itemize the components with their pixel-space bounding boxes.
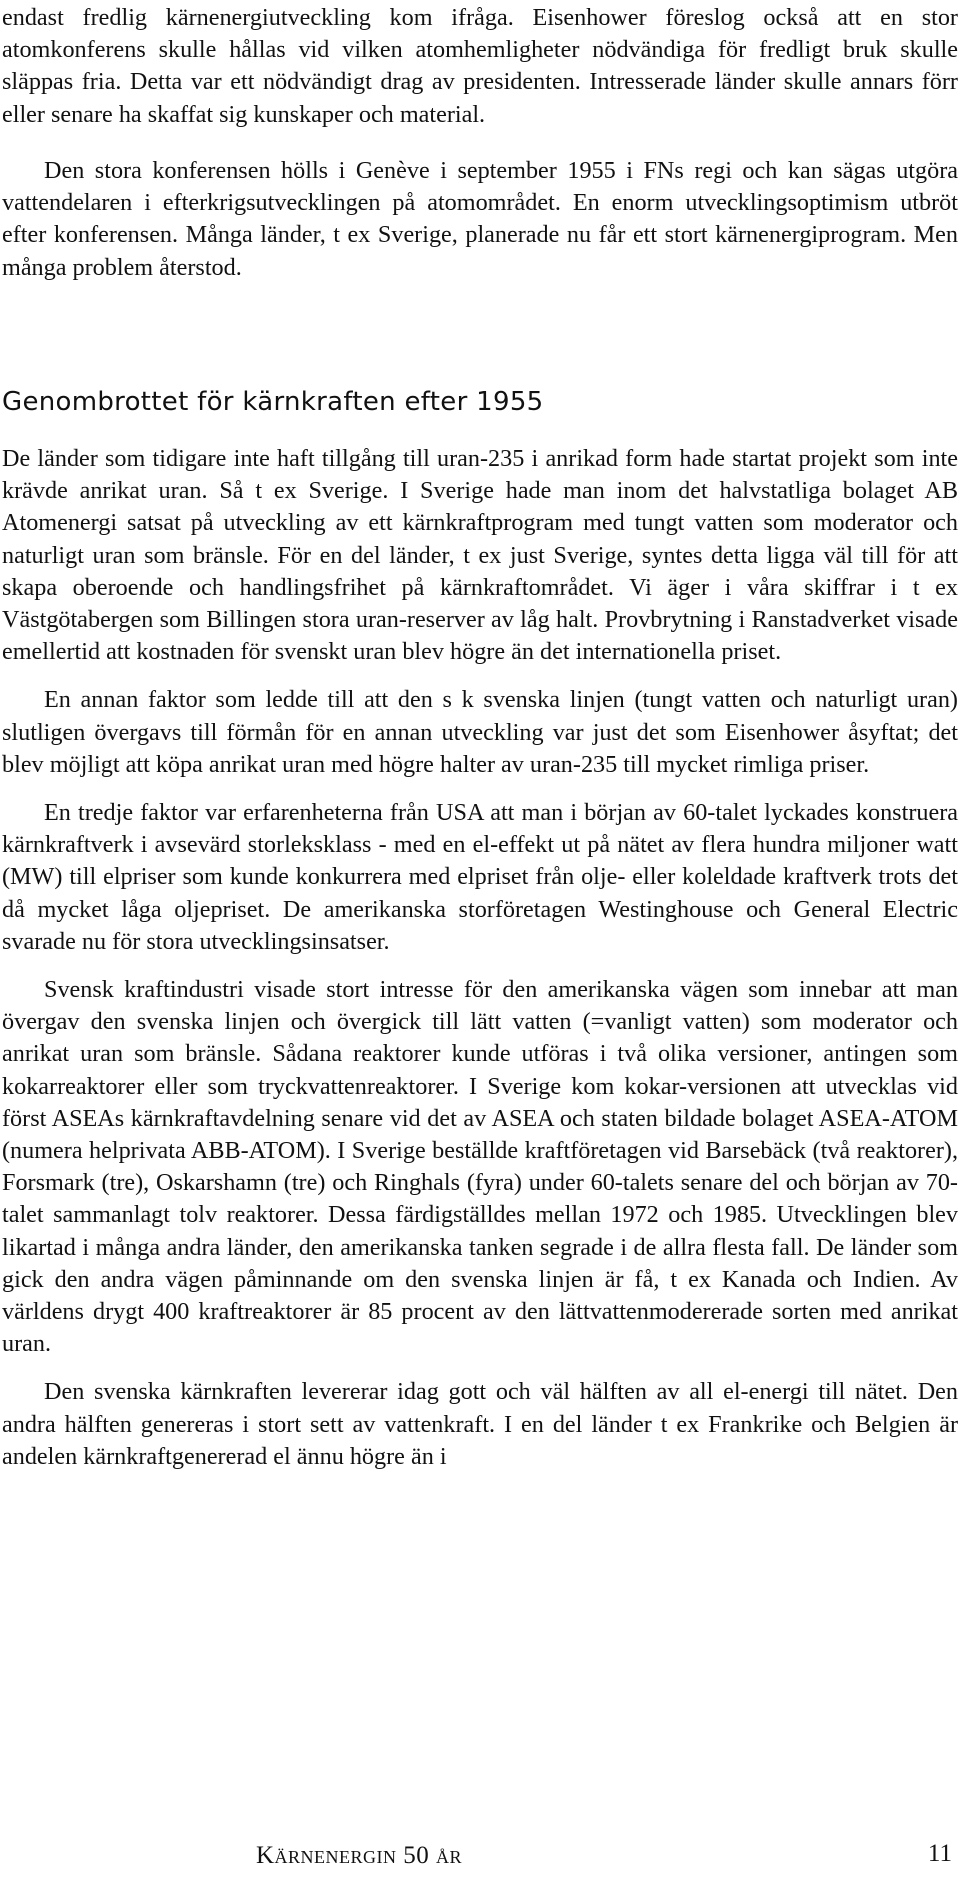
paragraph-top: endast fredlig kärnenergiutveckling kom ifråga. Eisenhower föreslog också att en stor atomkonferens skulle hållas vid vilken atomhemligheter nödvändiga för fredligt bruk skulle släppas fria. Detta var ett nödvändigt drag av presidenten. Intresserade länder skulle annars förr eller senare ha skaffat sig kunskaper och material. — [2, 4, 958, 128]
paragraph-faktor: En annan faktor som ledde till att den s k svenska linjen (tungt vatten och naturligt uran) slutligen övergavs till förmån för en annan utveckling var just det som Eisenhower åsyftat; det blev möjligt att köpa anrikat uran med högre halter av uran-235 till mycket rimliga priser. — [2, 686, 958, 778]
text-block-geneve — [2, 155, 958, 284]
text-block-intro — [2, 2, 958, 131]
paragraph-uran: De länder som tidigare inte haft tillgång till uran-235 i anrikad form hade startat projekt som inte krävde anrikat uran. Så t ex Sverige. I Sverige hade man inom det halvstatliga bolaget AB Atomenergi satsat på utveckling av ett kärnkraftprogram med tungt vatten som moderator och naturligt uran som bränsle. För en del länder, t ex just Sverige, syntes detta ligga väl till för att skapa oberoende och handlingsfrihet på kärnkraftområdet. Vi äger i våra skiffrar i t ex Västgötabergen som Billingen stora uran-reserver av låg halt. Provbrytning i Ranstadverket visade emellertid att kostnaden för svenskt uran blev högre än det internationella priset. — [2, 445, 958, 666]
page-number: 11 — [927, 1840, 952, 1867]
section-heading: Genombrottet för kärnkraften efter 1955 — [2, 387, 544, 417]
paragraph-geneve: Den stora konferensen hölls i Genève i september 1955 i FNs regi och kan sägas utgöra vattendelaren i efterkrigsutvecklingen på atomområdet. En enorm utvecklingsoptimism utbröt efter konferensen. Många länder, t ex Sverige, planerade nu får ett stort kärnenergiprogram. Men många problem återstod. — [2, 157, 958, 281]
text-block-section — [2, 443, 958, 1473]
paragraph-tredje: En tredje faktor var erfarenheterna från USA att man i början av 60-talet lyckades konstruera kärnkraftverk i avsevärd storleksklass - med en el-effekt ut på nätet av flera hundra miljoner watt (MW) till elpriser som kunde konkurrera med elpriset från olje- eller koleldade kraftverk trots det då mycket låga oljepriset. De amerikanska storföretagen Westinghouse och General Electric svarade nu för stora utvecklingsinsatser. — [2, 799, 958, 955]
paragraph-idag: Den svenska kärnkraften levererar idag gott och väl hälften av all el-energi till nätet. Den andra hälften genereras i stort sett av vattenkraft. I en del länder t ex Frankrike och Belgien är andelen kärnkraftgenererad el ännu högre än i — [2, 1378, 958, 1470]
footer-title: Kärnenergin 50 år — [256, 1842, 463, 1869]
paragraph-svensk: Svensk kraftindustri visade stort intresse för den amerikanska vägen som innebar att man övergav den svenska linjen och övergick till lätt vatten (=vanligt vatten) som moderator och anrikat uran som bränsle. Sådana reaktorer kunde utföras i två olika versioner, antingen som kokarreaktorer eller som tryckvattenreaktorer. I Sverige kom kokar-versionen att utvecklas vid först ASEAs kärnkraftavdelning senare vid det av ASEA och staten bildade bolaget ASEA-ATOM (numera helprivata ABB-ATOM). I Sverige beställde kraftföretagen vid Barsebäck (två reaktorer), Forsmark (tre), Oskarshamn (tre) och Ringhals (fyra) under 60-talets senare del och början av 70-talet sammanlagt tolv reaktorer. Dessa färdigställdes mellan 1972 och 1985. Utvecklingen blev likartad i många andra länder, den amerikanska tanken segrade i de allra flesta fall. De länder som gick den andra vägen påminnande om den svenska linjen är få, t ex Kanada och Indien. Av världens drygt 400 kraftreaktorer är 85 procent av den lättvattenmodererade sorten med anrikat uran. — [2, 976, 958, 1358]
